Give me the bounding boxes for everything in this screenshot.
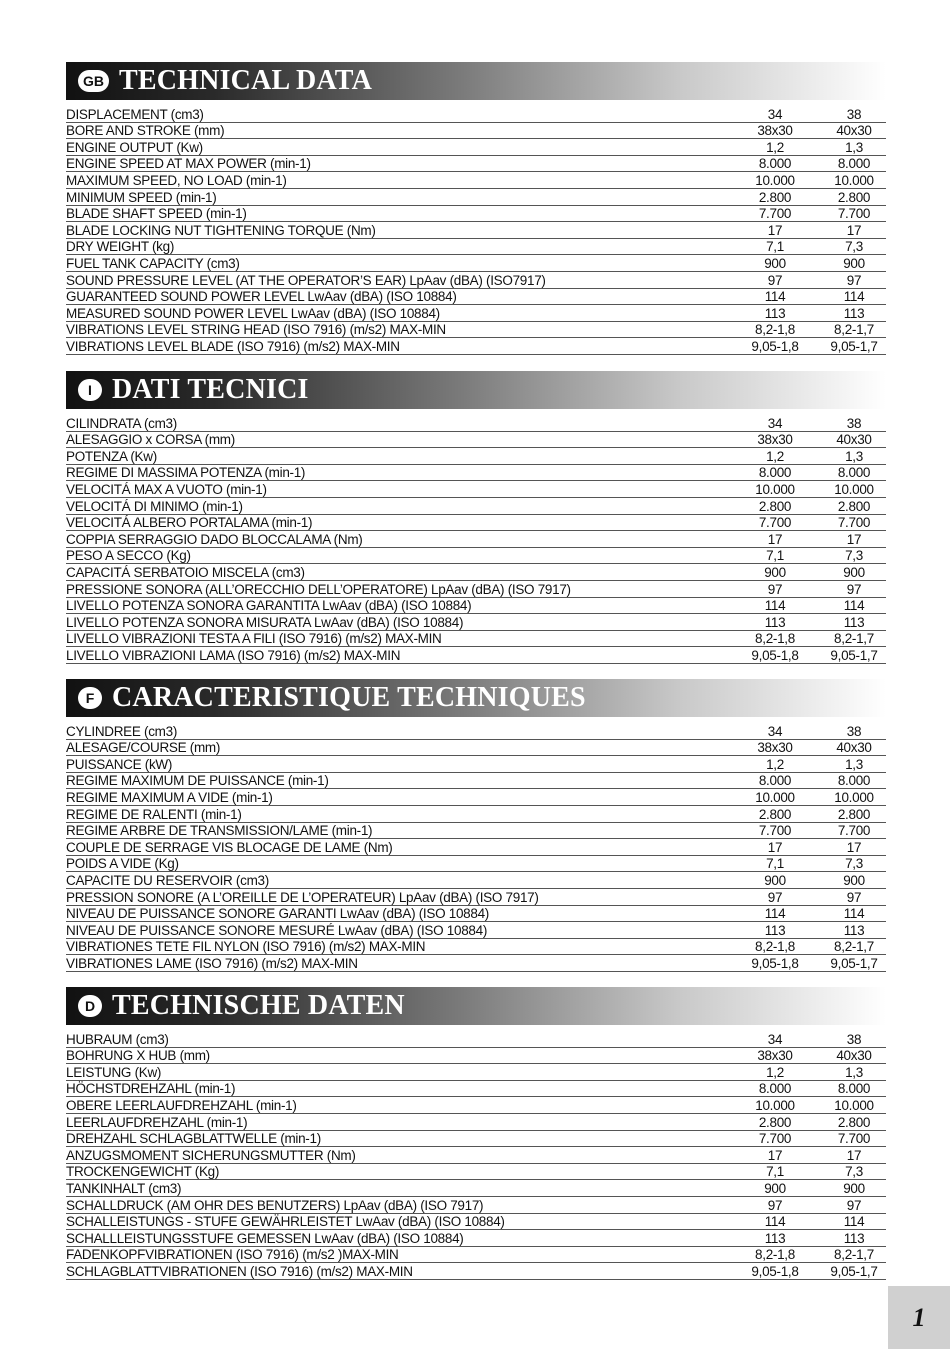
value-34: 97 <box>767 1197 783 1213</box>
section-title: TECHNISCHE DATEN <box>112 990 405 1021</box>
value-34: 114 <box>764 1214 786 1230</box>
spec-label: FUEL TANK CAPACITY (cm3) <box>66 255 240 271</box>
value-34: 38x30 <box>757 123 793 139</box>
value-38: 900 <box>843 872 865 888</box>
value-38: 9,05-1,7 <box>830 955 878 971</box>
spec-row <box>66 1180 886 1197</box>
value-34: 900 <box>764 564 786 580</box>
spec-label: FADENKOPFVIBRATIONEN (ISO 7916) (m/s2 )MAX-MIN <box>66 1247 399 1263</box>
spec-row <box>66 206 886 223</box>
value-34: 38x30 <box>757 740 793 756</box>
value-34: 10.000 <box>755 789 795 805</box>
value-34: 2.800 <box>758 498 792 514</box>
language-badge: I <box>78 379 102 401</box>
spec-label: GUARANTEED SOUND POWER LEVEL LwAav (dBA) (ISO 10884) <box>66 289 457 305</box>
value-38: 97 <box>846 889 862 905</box>
spec-row <box>66 432 886 449</box>
value-38: 97 <box>846 272 862 288</box>
value-38: 8.000 <box>837 1081 871 1097</box>
spec-row <box>66 448 886 465</box>
value-34: 1,2 <box>766 1064 784 1080</box>
spec-label: LEERLAUFDREHZAHL (min-1) <box>66 1114 248 1130</box>
value-38: 1,3 <box>845 139 863 155</box>
spec-label: BLADE SHAFT SPEED (min-1) <box>66 206 247 222</box>
value-34: 8,2-1,8 <box>755 939 795 955</box>
section-title: TECHNICAL DATA <box>119 65 373 96</box>
spec-label: VELOCITÁ ALBERO PORTALAMA (min-1) <box>66 515 313 531</box>
spec-row <box>66 1263 886 1280</box>
value-38: 1,3 <box>845 448 863 464</box>
value-38: 9,05-1,7 <box>830 647 878 663</box>
value-38: 10.000 <box>834 172 874 188</box>
value-34: 2.800 <box>758 1114 792 1130</box>
value-34: 97 <box>767 581 783 597</box>
spec-label: ENGINE SPEED AT MAX POWER (min-1) <box>66 156 311 172</box>
value-34: 8.000 <box>758 156 792 172</box>
spec-label: VELOCITÁ MAX A VUOTO (min-1) <box>66 481 267 497</box>
value-38: 38 <box>846 723 862 739</box>
spec-row <box>66 1230 886 1247</box>
spec-row <box>66 1048 886 1065</box>
value-34: 113 <box>764 1230 786 1246</box>
spec-label: BORE AND STROKE (mm) <box>66 123 225 139</box>
language-badge: D <box>78 995 102 1017</box>
spec-row <box>66 631 886 648</box>
value-38: 97 <box>846 581 862 597</box>
spec-row <box>66 1197 886 1214</box>
spec-table <box>66 723 886 972</box>
spec-row <box>66 415 886 432</box>
language-badge: GB <box>78 70 109 92</box>
value-34: 9,05-1,8 <box>751 1263 799 1279</box>
spec-row <box>66 564 886 581</box>
spec-label: VIBRATIONES LAME (ISO 7916) (m/s2) MAX-MIN <box>66 955 358 971</box>
spec-row <box>66 156 886 173</box>
spec-label: TROCKENGEWICHT (Kg) <box>66 1164 220 1180</box>
spec-table <box>66 415 886 664</box>
spec-row <box>66 1097 886 1114</box>
spec-row <box>66 823 886 840</box>
value-34: 34 <box>767 1031 783 1047</box>
spec-label: CAPACITÁ SERBATOIO MISCELA (cm3) <box>66 564 305 580</box>
value-38: 7,3 <box>845 239 863 255</box>
value-38: 40x30 <box>836 123 872 139</box>
spec-label: COPPIA SERRAGGIO DADO BLOCCALAMA (Nm) <box>66 531 363 547</box>
spec-label: SCHLAGBLATTVIBRATIONEN (ISO 7916) (m/s2) MAX-MIN <box>66 1263 413 1279</box>
spec-row <box>66 531 886 548</box>
value-34: 34 <box>767 415 783 431</box>
value-34: 8.000 <box>758 1081 792 1097</box>
spec-row <box>66 305 886 322</box>
value-34: 2.800 <box>758 806 792 822</box>
value-38: 114 <box>843 1214 865 1230</box>
spec-label: CILINDRATA (cm3) <box>66 415 177 431</box>
spec-row <box>66 338 886 355</box>
value-34: 97 <box>767 889 783 905</box>
value-34: 7.700 <box>758 206 792 222</box>
value-34: 113 <box>764 922 786 938</box>
value-38: 2.800 <box>837 1114 871 1130</box>
spec-row <box>66 740 886 757</box>
value-34: 7.700 <box>758 515 792 531</box>
spec-row <box>66 255 886 272</box>
spec-row <box>66 872 886 889</box>
value-34: 34 <box>767 723 783 739</box>
value-38: 7,3 <box>845 856 863 872</box>
value-34: 7.700 <box>758 1131 792 1147</box>
value-34: 10.000 <box>755 172 795 188</box>
value-38: 900 <box>843 255 865 271</box>
spec-row <box>66 106 886 123</box>
value-38: 7.700 <box>837 1131 871 1147</box>
spec-label: SCHALLDRUCK (AM OHR DES BENUTZERS) LpAav (dBA) (ISO 7917) <box>66 1197 484 1213</box>
spec-row <box>66 856 886 873</box>
value-38: 38 <box>846 1031 862 1047</box>
value-38: 7,3 <box>845 1164 863 1180</box>
spec-label: BOHRUNG X HUB (mm) <box>66 1048 210 1064</box>
value-38: 7.700 <box>837 823 871 839</box>
value-38: 38 <box>846 106 862 122</box>
section-d <box>66 987 886 1280</box>
value-34: 113 <box>764 614 786 630</box>
spec-label: LEISTUNG (Kw) <box>66 1064 162 1080</box>
value-34: 9,05-1,8 <box>751 338 799 354</box>
value-38: 7.700 <box>837 515 871 531</box>
value-34: 38x30 <box>757 432 793 448</box>
section-banner <box>66 987 886 1025</box>
value-38: 113 <box>843 922 865 938</box>
value-34: 8.000 <box>758 465 792 481</box>
spec-label: VIBRATIONS LEVEL BLADE (ISO 7916) (m/s2) MAX-MIN <box>66 338 400 354</box>
spec-label: HÖCHSTDREHZAHL (min-1) <box>66 1081 236 1097</box>
value-34: 38x30 <box>757 1048 793 1064</box>
spec-table <box>66 106 886 355</box>
spec-label: DREHZAHL SCHLAGBLATTWELLE (min-1) <box>66 1131 321 1147</box>
value-34: 17 <box>767 222 783 238</box>
value-34: 10.000 <box>755 1097 795 1113</box>
value-34: 17 <box>767 531 783 547</box>
spec-label: VIBRATIONES TETE FIL NYLON (ISO 7916) (m/s2) MAX-MIN <box>66 939 426 955</box>
spec-label: DISPLACEMENT (cm3) <box>66 106 204 122</box>
spec-label: MINIMUM SPEED (min-1) <box>66 189 217 205</box>
spec-row <box>66 598 886 615</box>
spec-row <box>66 1081 886 1098</box>
value-38: 1,3 <box>845 1064 863 1080</box>
value-38: 113 <box>843 1230 865 1246</box>
spec-row <box>66 806 886 823</box>
value-38: 2.800 <box>837 189 871 205</box>
spec-label: LIVELLO VIBRAZIONI TESTA A FILI (ISO 7916) (m/s2) MAX-MIN <box>66 631 442 647</box>
spec-label: SCHALLLEISTUNGSSTUFE GEMESSEN LwAav (dBA) (ISO 10884) <box>66 1230 464 1246</box>
spec-row <box>66 498 886 515</box>
value-34: 8,2-1,8 <box>755 1247 795 1263</box>
value-38: 113 <box>843 305 865 321</box>
spec-label: PESO A SECCO (Kg) <box>66 548 191 564</box>
spec-label: REGIME MAXIMUM DE PUISSANCE (min-1) <box>66 773 329 789</box>
value-34: 7,1 <box>766 1164 784 1180</box>
spec-label: CAPACITE DU RESERVOIR (cm3) <box>66 872 269 888</box>
spec-label: COUPLE DE SERRAGE VIS BLOCAGE DE LAME (Nm) <box>66 839 393 855</box>
value-38: 114 <box>843 598 865 614</box>
spec-label: LIVELLO POTENZA SONORA MISURATA LwAav (dBA) (ISO 10884) <box>66 614 464 630</box>
spec-label: ENGINE OUTPUT (Kw) <box>66 139 203 155</box>
section-banner <box>66 62 886 100</box>
spec-row <box>66 839 886 856</box>
value-38: 114 <box>843 289 865 305</box>
value-38: 8.000 <box>837 465 871 481</box>
value-38: 900 <box>843 1180 865 1196</box>
spec-label: BLADE LOCKING NUT TIGHTENING TORQUE (Nm) <box>66 222 376 238</box>
value-34: 10.000 <box>755 481 795 497</box>
spec-label: DRY WEIGHT (kg) <box>66 239 175 255</box>
spec-label: MEASURED SOUND POWER LEVEL LwAav (dBA) (ISO 10884) <box>66 305 440 321</box>
value-34: 900 <box>764 872 786 888</box>
value-38: 900 <box>843 564 865 580</box>
value-34: 7,1 <box>766 856 784 872</box>
value-38: 7.700 <box>837 206 871 222</box>
value-34: 900 <box>764 1180 786 1196</box>
value-38: 10.000 <box>834 1097 874 1113</box>
value-34: 7,1 <box>766 548 784 564</box>
value-38: 97 <box>846 1197 862 1213</box>
value-34: 9,05-1,8 <box>751 647 799 663</box>
spec-label: CYLINDREE (cm3) <box>66 723 178 739</box>
value-34: 1,2 <box>766 756 784 772</box>
spec-label: PRESSION SONORE (A L’OREILLE DE L’OPERATEUR) LpAav (dBA) (ISO 7917) <box>66 889 539 905</box>
spec-row <box>66 239 886 256</box>
spec-label: ALESAGGIO x CORSA (mm) <box>66 432 235 448</box>
section-i <box>66 371 886 664</box>
spec-row <box>66 123 886 140</box>
value-34: 113 <box>764 305 786 321</box>
value-38: 2.800 <box>837 498 871 514</box>
spec-row <box>66 789 886 806</box>
section-gb <box>66 62 886 355</box>
value-38: 17 <box>846 531 862 547</box>
section-banner <box>66 371 886 409</box>
spec-table <box>66 1031 886 1280</box>
spec-row <box>66 955 886 972</box>
spec-row <box>66 172 886 189</box>
spec-label: PUISSANCE (kW) <box>66 756 173 772</box>
spec-label: NIVEAU DE PUISSANCE SONORE GARANTI LwAav (dBA) (ISO 10884) <box>66 906 489 922</box>
value-34: 17 <box>767 839 783 855</box>
section-f <box>66 679 886 972</box>
spec-label: REGIME MAXIMUM A VIDE (min-1) <box>66 789 273 805</box>
language-badge: F <box>78 687 102 709</box>
spec-row <box>66 906 886 923</box>
spec-label: SOUND PRESSURE LEVEL (AT THE OPERATOR’S EAR) LpAav (dBA) (ISO7917) <box>66 272 546 288</box>
value-34: 9,05-1,8 <box>751 955 799 971</box>
value-38: 40x30 <box>836 432 872 448</box>
section-title: DATI TECNICI <box>112 374 309 405</box>
value-34: 114 <box>764 598 786 614</box>
spec-label: OBERE LEERLAUFDREHZAHL (min-1) <box>66 1097 297 1113</box>
spec-label: POIDS A VIDE (Kg) <box>66 856 179 872</box>
value-34: 7,1 <box>766 239 784 255</box>
value-38: 8.000 <box>837 156 871 172</box>
spec-row <box>66 481 886 498</box>
spec-label: TANKINHALT (cm3) <box>66 1180 182 1196</box>
spec-row <box>66 939 886 956</box>
spec-row <box>66 465 886 482</box>
spec-row <box>66 189 886 206</box>
value-38: 40x30 <box>836 1048 872 1064</box>
spec-label: VELOCITÁ DI MINIMO (min-1) <box>66 498 243 514</box>
spec-row <box>66 322 886 339</box>
spec-row <box>66 1247 886 1264</box>
value-38: 8,2-1,7 <box>834 631 874 647</box>
value-38: 17 <box>846 222 862 238</box>
spec-label: PRESSIONE SONORA (ALL’ORECCHIO DELL’OPERATORE) LpAav (dBA) (ISO 7917) <box>66 581 571 597</box>
spec-row <box>66 272 886 289</box>
value-38: 17 <box>846 839 862 855</box>
spec-row <box>66 1147 886 1164</box>
spec-row <box>66 515 886 532</box>
spec-label: LIVELLO VIBRAZIONI LAMA (ISO 7916) (m/s2) MAX-MIN <box>66 647 401 663</box>
spec-row <box>66 548 886 565</box>
value-34: 2.800 <box>758 189 792 205</box>
spec-row <box>66 773 886 790</box>
value-38: 10.000 <box>834 789 874 805</box>
value-38: 40x30 <box>836 740 872 756</box>
spec-row <box>66 922 886 939</box>
spec-label: ALESAGE/COURSE (mm) <box>66 740 221 756</box>
value-34: 900 <box>764 255 786 271</box>
spec-row <box>66 723 886 740</box>
spec-row <box>66 1131 886 1148</box>
value-34: 8,2-1,8 <box>755 631 795 647</box>
section-title: CARACTERISTIQUE TECHNIQUES <box>112 682 586 713</box>
value-38: 2.800 <box>837 806 871 822</box>
value-38: 9,05-1,7 <box>830 1263 878 1279</box>
value-34: 8.000 <box>758 773 792 789</box>
value-34: 1,2 <box>766 448 784 464</box>
spec-label: VIBRATIONS LEVEL STRING HEAD (ISO 7916) (m/s2) MAX-MIN <box>66 322 446 338</box>
spec-label: LIVELLO POTENZA SONORA GARANTITA LwAav (dBA) (ISO 10884) <box>66 598 472 614</box>
value-34: 34 <box>767 106 783 122</box>
spec-label: REGIME DI MASSIMA POTENZA (min-1) <box>66 465 306 481</box>
spec-row <box>66 581 886 598</box>
spec-row <box>66 647 886 664</box>
value-38: 1,3 <box>845 756 863 772</box>
value-38: 114 <box>843 906 865 922</box>
spec-row <box>66 139 886 156</box>
spec-row <box>66 1064 886 1081</box>
value-38: 8,2-1,7 <box>834 939 874 955</box>
page-number: 1 <box>888 1286 950 1349</box>
spec-label: POTENZA (Kw) <box>66 448 157 464</box>
spec-row <box>66 289 886 306</box>
value-38: 113 <box>843 614 865 630</box>
value-38: 7,3 <box>845 548 863 564</box>
spec-label: REGIME DE RALENTI (min-1) <box>66 806 242 822</box>
spec-label: NIVEAU DE PUISSANCE SONORE MESURÉ LwAav (dBA) (ISO 10884) <box>66 922 488 938</box>
value-34: 17 <box>767 1147 783 1163</box>
spec-label: REGIME ARBRE DE TRANSMISSION/LAME (min-1) <box>66 823 373 839</box>
value-38: 38 <box>846 415 862 431</box>
spec-row <box>66 889 886 906</box>
spec-label: MAXIMUM SPEED, NO LOAD (min-1) <box>66 172 287 188</box>
value-34: 97 <box>767 272 783 288</box>
spec-row <box>66 1164 886 1181</box>
value-38: 8,2-1,7 <box>834 1247 874 1263</box>
spec-row <box>66 756 886 773</box>
value-38: 9,05-1,7 <box>830 338 878 354</box>
spec-row <box>66 1114 886 1131</box>
value-34: 114 <box>764 906 786 922</box>
value-38: 8,2-1,7 <box>834 322 874 338</box>
spec-label: ANZUGSMOMENT SICHERUNGSMUTTER (Nm) <box>66 1147 356 1163</box>
value-34: 114 <box>764 289 786 305</box>
spec-label: SCHALLEISTUNGS - STUFE GEWÄHRLEISTET LwAav (dBA) (ISO 10884) <box>66 1214 505 1230</box>
value-38: 17 <box>846 1147 862 1163</box>
spec-row <box>66 1031 886 1048</box>
value-34: 1,2 <box>766 139 784 155</box>
spec-row <box>66 614 886 631</box>
value-34: 8,2-1,8 <box>755 322 795 338</box>
spec-label: HUBRAUM (cm3) <box>66 1031 169 1047</box>
spec-row <box>66 1214 886 1231</box>
value-34: 7.700 <box>758 823 792 839</box>
value-38: 10.000 <box>834 481 874 497</box>
value-38: 8.000 <box>837 773 871 789</box>
section-banner <box>66 679 886 717</box>
spec-row <box>66 222 886 239</box>
